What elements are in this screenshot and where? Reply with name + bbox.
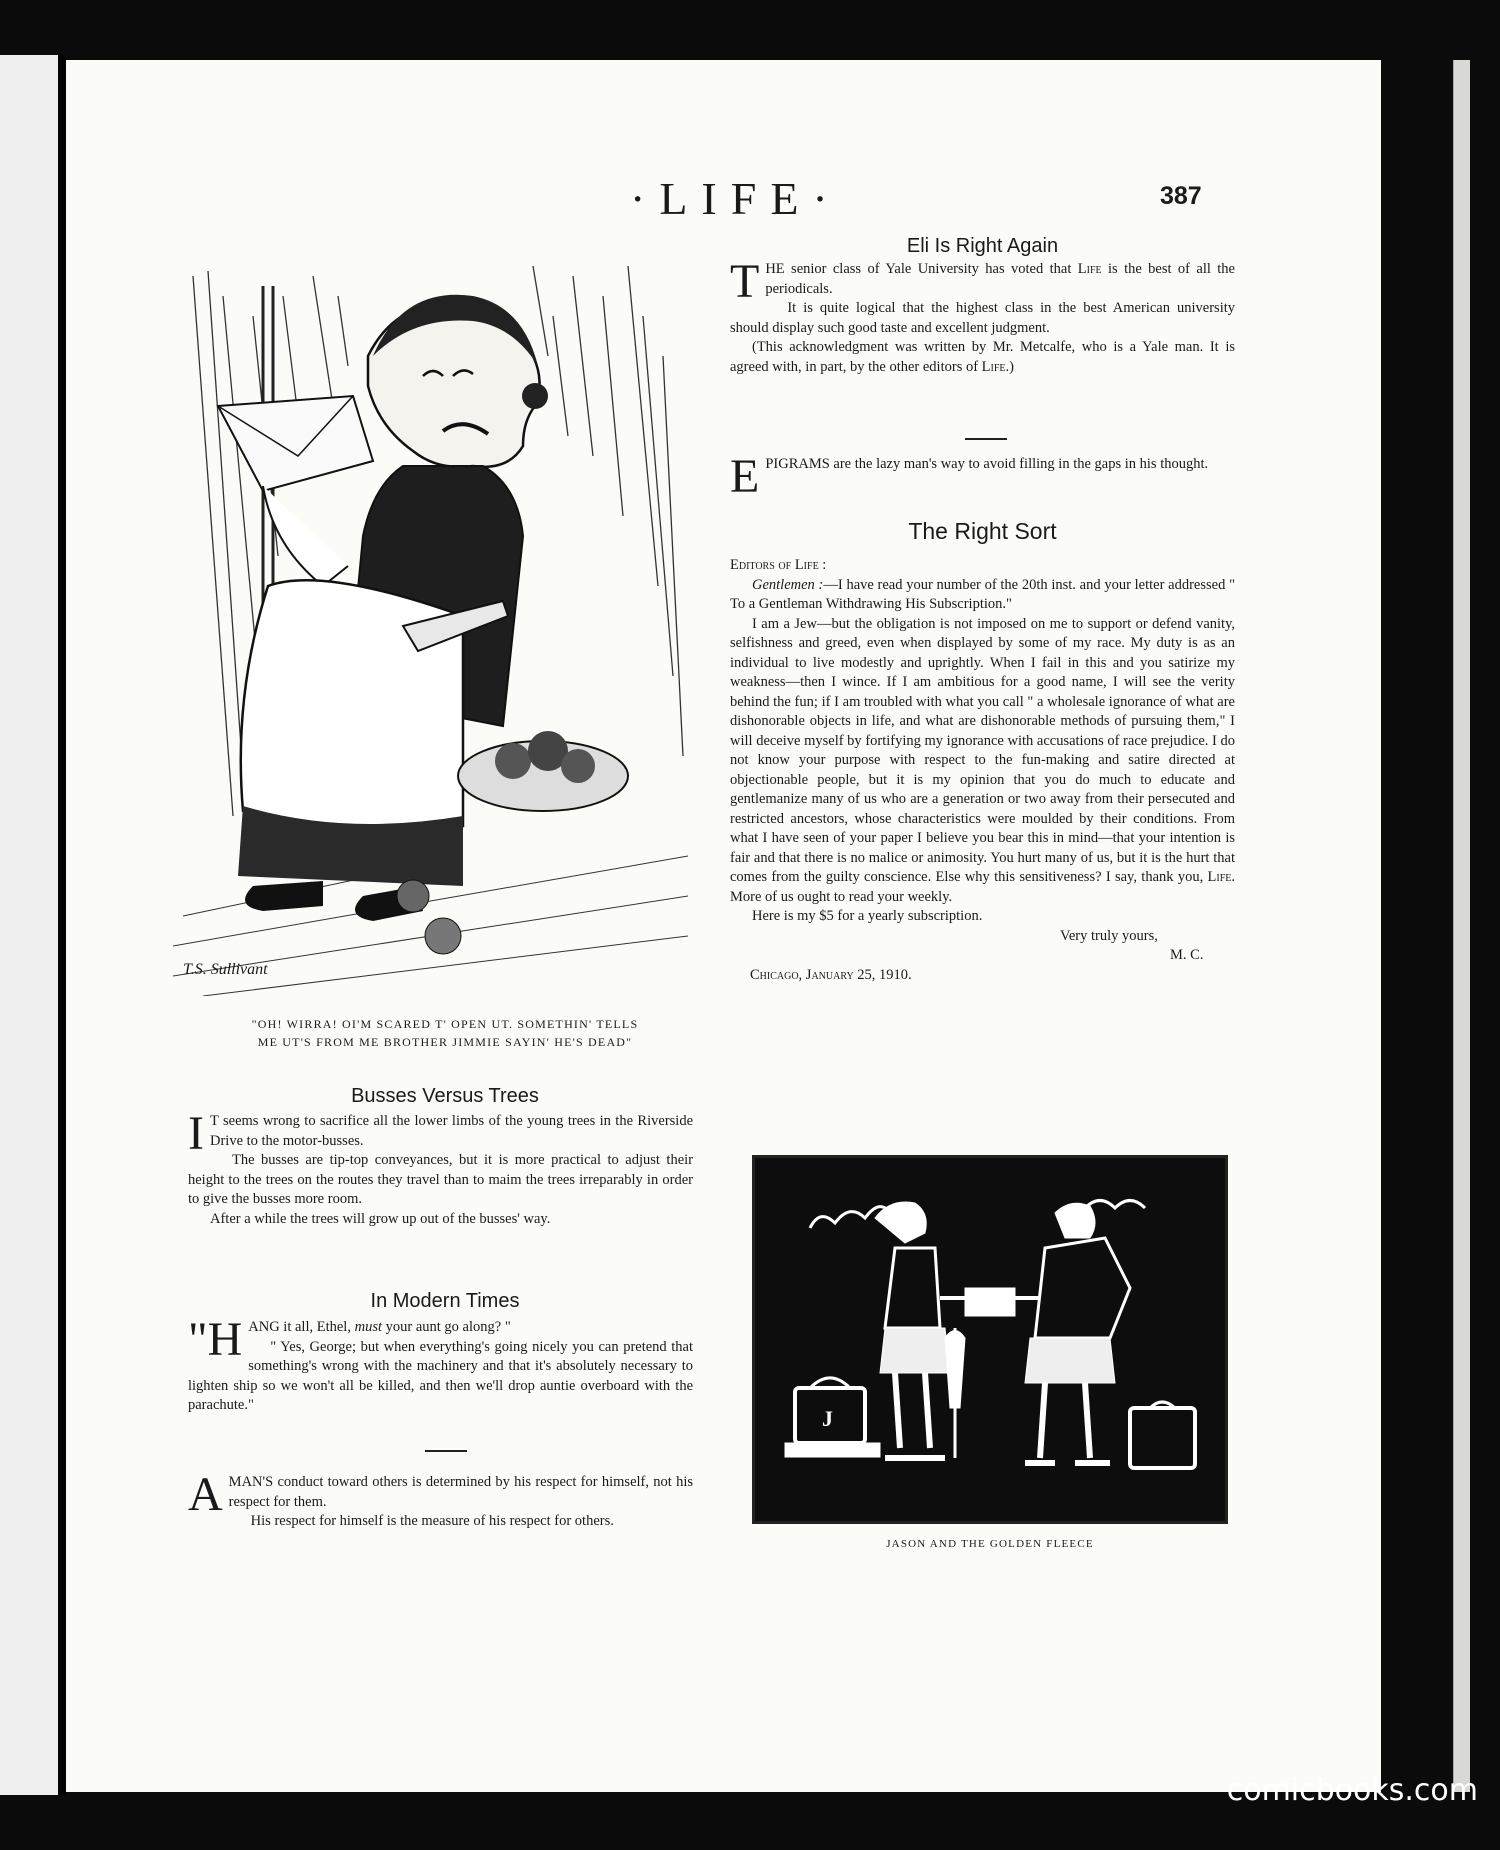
busses-p2: The busses are tip-top conveyances, but it is more practical to adjust their height to the trees on the routes they travel than to maim the trees irreparably in order to give the busses more room. <box>188 1152 693 1207</box>
right-cartoon-caption: JASON AND THE GOLDEN FLEECE <box>886 1538 1094 1550</box>
right-sort-closing: Very truly yours, <box>1060 927 1158 944</box>
eli-dropcap: T <box>730 255 760 308</box>
modern-title: In Modern Times <box>370 1290 520 1312</box>
busses-p3: After a while the trees will grow up out of the busses' way. <box>210 1210 551 1227</box>
eli-title: Eli Is Right Again <box>906 235 1059 257</box>
left-cartoon-caption-line1: "OH! WIRRA! OI'M SCARED T' OPEN UT. SOMETHIN' TELLS <box>251 1017 639 1031</box>
busses-title: Busses Versus Trees <box>351 1085 539 1107</box>
mans-conduct-dropcap: A <box>188 1468 223 1521</box>
epigrams-article <box>730 450 1235 503</box>
cartoon-woman-with-letter <box>173 256 688 996</box>
section-rule <box>965 438 1007 440</box>
right-sort-gentlemen: Gentlemen : <box>752 576 824 593</box>
eli-p3-life: Life <box>981 358 1006 375</box>
epigrams-dropcap: E <box>730 450 760 503</box>
right-sort-place-date: Chicago, January 25, 1910. <box>750 966 912 983</box>
left-gutter <box>58 55 66 1795</box>
busses-p1: T seems wrong to sacrifice all the lower limbs of the young trees in the Riverside Drive to the motor-busses. <box>209 1113 693 1149</box>
modern-p2: " Yes, George; but when everything's going nicely you can pretend that something's wrong with the machinery and that it's absolutely necessary to lighten ship so we won't all be killed, and then we'll drop auntie overboard with the parachute." <box>188 1338 693 1413</box>
bag-letter: J <box>822 1406 833 1431</box>
mans-conduct-p2: His respect for himself is the measure of his respect for others. <box>250 1513 614 1529</box>
left-cartoon-caption-line2: ME UT'S FROM ME BROTHER JIMMIE SAYIN' HE'S DEAD" <box>257 1035 633 1049</box>
masthead-title: ·LIFE· <box>630 173 842 224</box>
eli-p1a: HE senior class of Yale University has voted that <box>765 261 1078 277</box>
eli-p1b: is the best of all the periodicals. <box>765 261 1235 297</box>
left-cartoon-caption <box>185 1015 705 1051</box>
eli-p2: It is quite logical that the highest class in the best American university should display such good taste and excellent judgment. <box>730 300 1235 336</box>
right-sort-letter <box>730 556 1235 985</box>
left-page-edge <box>0 55 58 1795</box>
eli-p1-life: Life <box>1077 261 1102 277</box>
cartoon-jason-golden-fleece <box>752 1155 1228 1524</box>
eli-p3b: .) <box>1005 358 1014 375</box>
eli-p3a: (This acknowledgment was written by Mr. Metcalfe, who is a Yale man. It is agreed with, in part, by the other editors of <box>730 339 1235 375</box>
modern-article <box>188 1313 693 1416</box>
right-sort-initials: M. C. <box>1170 947 1204 963</box>
mans-conduct-article <box>188 1468 693 1532</box>
right-sort-p1: —I have read your number of the 20th inst. and your letter addressed " To a Gentleman Withdrawing His Subscription." <box>730 576 1235 612</box>
modern-p1b: your aunt go along? " <box>382 1319 511 1335</box>
eli-article <box>730 255 1235 377</box>
epigrams-p1: PIGRAMS are the lazy man's way to avoid filling in the gaps in his thought. <box>765 456 1209 472</box>
page-number: 387 <box>1160 182 1202 210</box>
site-watermark: comicbooks.com <box>1226 1773 1478 1808</box>
artist-signature: T.S. Sullivant <box>183 961 268 978</box>
page-binding-strip <box>1453 60 1470 1792</box>
right-sort-p2-life: Life <box>1207 869 1232 885</box>
mans-conduct-p1: MAN'S conduct toward others is determined by his respect for himself, not his respect for them. <box>228 1474 693 1510</box>
busses-article <box>188 1107 693 1229</box>
section-rule <box>425 1450 467 1452</box>
modern-dropcap: "H <box>188 1313 243 1366</box>
busses-dropcap: I <box>188 1107 204 1160</box>
right-sort-p2b: . More of us ought to read your weekly. <box>730 869 1235 905</box>
right-sort-salutation: Editors of Life : <box>730 557 827 573</box>
right-sort-title: The Right Sort <box>908 518 1057 544</box>
modern-p1-em: must <box>354 1319 382 1335</box>
right-sort-p3: Here is my $5 for a yearly subscription. <box>752 908 983 924</box>
modern-p1a: ANG it all, Ethel, <box>248 1319 355 1335</box>
right-sort-p2a: I am a Jew—but the obligation is not imposed on me to support or defend vanity, selfishness and greed, even when displayed by some of my race. My duty is as an individual to live modestly and uprightly. When I fail in this and you satirize my weakness—then I wince. If I am ambitious for a good name, I will see the verity behind the fun; if I am troubled with what you call " a wholesale ignorance of what are dishonorable objects in life, and what are dishonorable methods of pursuing them," I will deceive myself by fortifying my ignorance with accusations of race prejudice. I do not know your purpose with respect to the fun-making and satire directed at objectionable people, but it is my opinion that you do much to educate and gentlemanize many of us who are a generation or two away from their persecuted and restricted ancestors, whose characteristics were moulded by their conditions. From what I have seen of your paper I believe you bear this in mind—that your intention is fair and that there is no malice or animosity. You hurt many of us, but it is the hurt that comes from the guilty conscience. Else why this sensitiveness? I say, thank you, <box>730 615 1235 885</box>
